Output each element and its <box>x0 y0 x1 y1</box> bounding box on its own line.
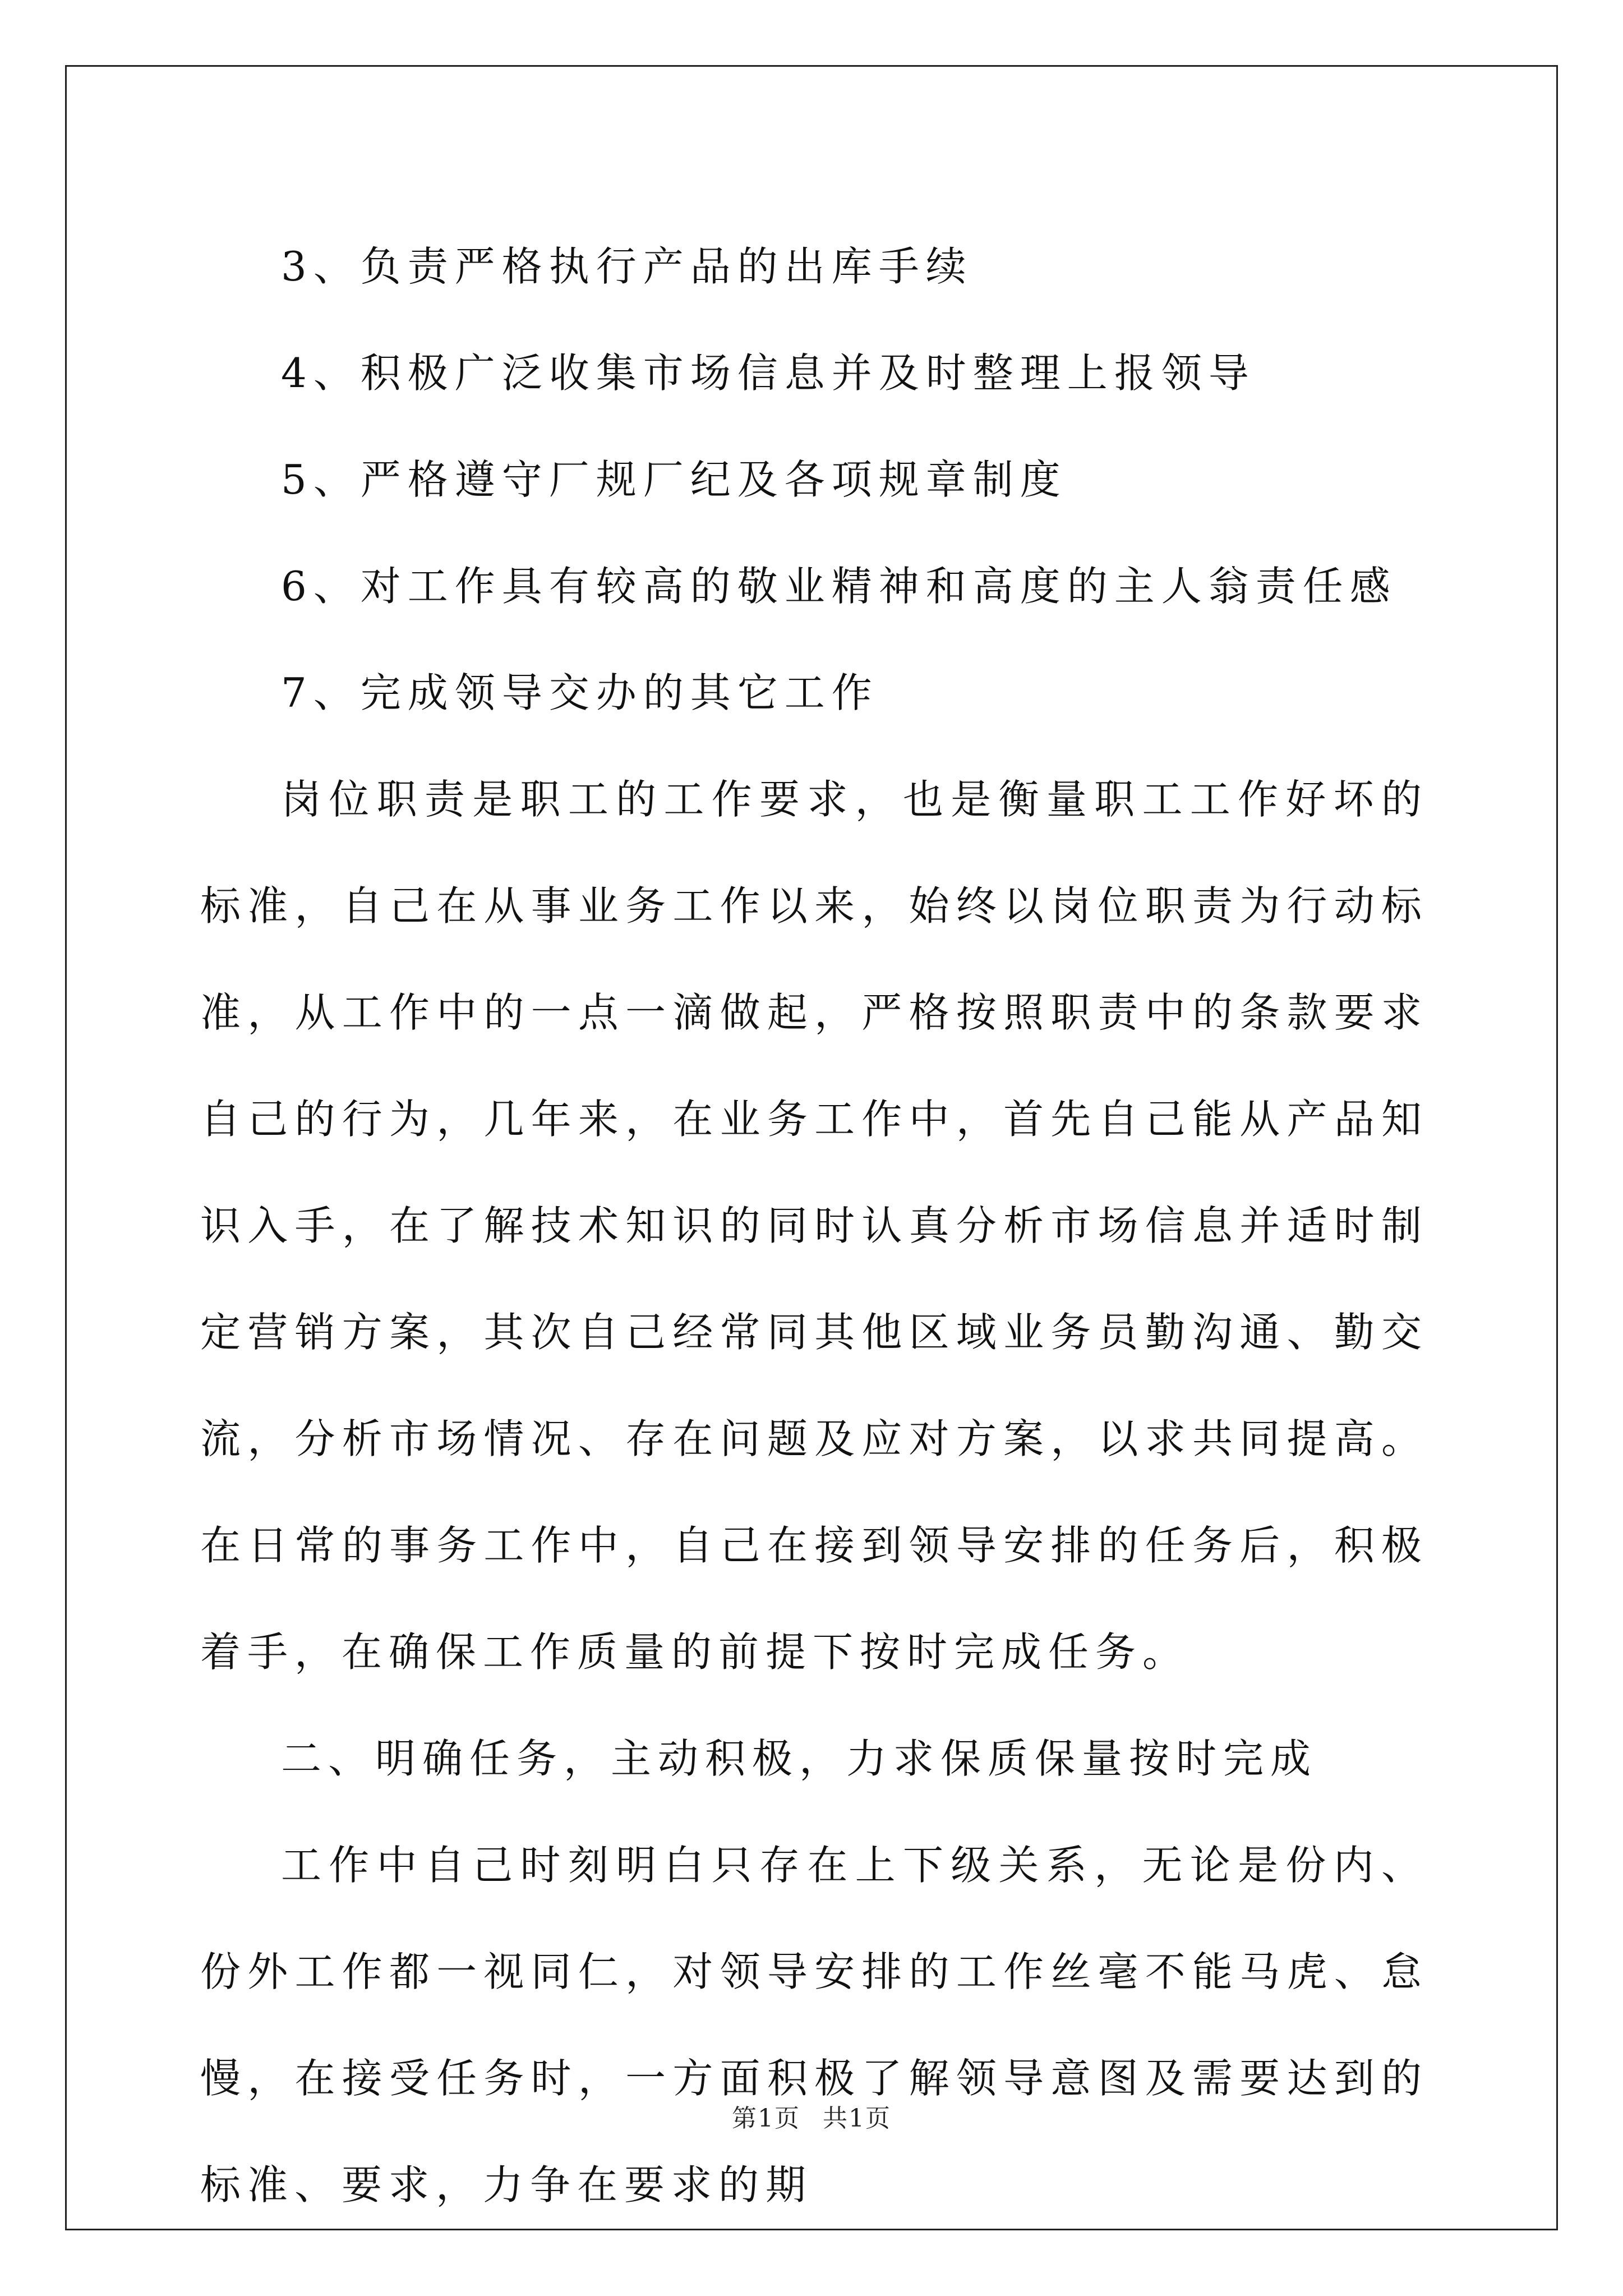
paragraph-job-duties: 岗位职责是职工的工作要求，也是衡量职工工作好坏的标准，自己在从事业务工作以来，始终以岗位职责为行动标准，从工作中的一点一滴做起，严格按照职责中的条款要求自己的行为，几年来，在业务工作中，首先自己能从产品知识入手，在了解技术知识的同时认真分析市场信息并适时制定营销方案，其次自己经常同其他区域业务员勤沟通、勤交流，分析市场情况、存在问题及应对方案，以求共同提高。在日常的事务工作中，自己在接到领导安排的任务后，积极着手，在确保工作质量的前提下按时完成任务。 <box>200 776 1428 1676</box>
page-footer <box>0 2098 1623 2134</box>
page-total: 共1页 <box>823 2104 891 2133</box>
duty-item-3: 3、负责严格执行产品的出库手续 <box>281 243 973 290</box>
duty-item-6: 6、对工作具有较高的敬业精神和高度的主人翁责任感 <box>281 563 1397 610</box>
duty-item-4: 4、积极广泛收集市场信息并及时整理上报领导 <box>281 349 1256 397</box>
paragraph-work-attitude: 工作中自己时刻明白只存在上下级关系，无论是份内、份外工作都一视同仁，对领导安排的工作丝毫不能马虎、怠慢，在接受任务时，一方面积极了解领导意图及需要达到的标准、要求，力争在要求的期 <box>200 1842 1428 2208</box>
duty-item-5: 5、严格遵守厂规厂纪及各项规章制度 <box>281 456 1067 503</box>
document-body <box>200 213 1428 2238</box>
section-heading-2: 二、明确任务，主动积极，力求保质保量按时完成 <box>281 1735 1318 1782</box>
duty-item-7: 7、完成领导交办的其它工作 <box>281 669 879 716</box>
page-number: 第1页 <box>732 2104 800 2133</box>
